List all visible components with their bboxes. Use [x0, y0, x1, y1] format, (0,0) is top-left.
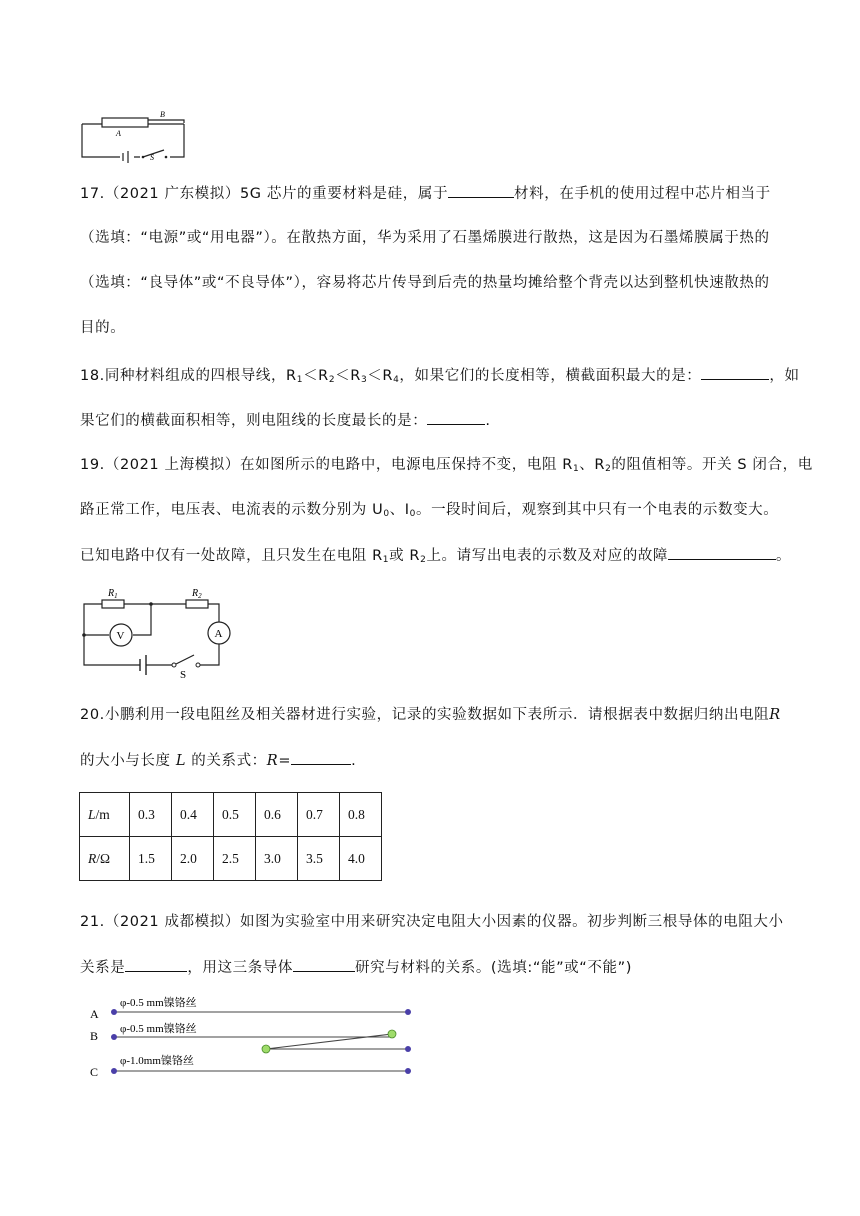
row-label-length: L/m [80, 793, 130, 837]
q21-blank-2[interactable] [293, 957, 355, 972]
q17-blank-1[interactable] [448, 183, 514, 198]
label-b: B [160, 110, 165, 119]
svg-text:V: V [116, 630, 125, 642]
q20-line-2: 的大小与长度 L 的关系式：R= . [80, 750, 780, 771]
q20-blank-1[interactable] [291, 750, 351, 765]
svg-text:C: C [90, 1065, 99, 1079]
q17-line-3: （选填：“良导体”或“不良导体”），容易将芯片传导到后壳的热量均摊给整个背壳以达到整机快速散热的 [80, 275, 770, 291]
q18-line-2: 果它们的横截面积相等，则电阻线的长度最长的是： . [80, 410, 780, 431]
q19-circuit-figure [76, 586, 236, 681]
q19-line-1: 19.（2021 上海模拟）在如图所示的电路中，电源电压保持不变，电阻 $R_1$、$R_2$的阻值相等。开关 S 闭合，电 [80, 457, 813, 474]
q21-line-2: 关系是 ，用这三条导体 研究与材料的关系。(选填:“能”或“不能”) [80, 957, 780, 978]
terminal-c-left [111, 1068, 117, 1074]
svg-text:R2: $R_2$ [192, 588, 202, 600]
label-a: A [116, 129, 121, 138]
svg-text:R1: $R_1$ [108, 588, 118, 600]
terminal-a-right [405, 1009, 411, 1015]
resistor-r1 [102, 600, 124, 608]
table-cell: 4.0 [340, 837, 382, 881]
table-cell: 0.8 [340, 793, 382, 837]
data-table [79, 792, 382, 881]
terminal-b-join [262, 1045, 270, 1053]
terminal-c-right [405, 1068, 411, 1074]
q20-line-1: 20.小鹏利用一段电阻丝及相关器材进行实验，记录的实验数据如下表所示．请根据表中数据归纳出电阻R [80, 707, 781, 723]
q17-line-2: （选填：“电源”或“用电器”）。在散热方面，华为采用了石墨烯膜进行散热，这是因为石墨烯膜属于热的 [80, 230, 770, 246]
row-label-resistance: R/Ω [80, 837, 130, 881]
q17-line-4: 目的。 [80, 320, 126, 336]
q21-resistance-board-figure [84, 994, 424, 1084]
table-cell: 0.4 [172, 793, 214, 837]
svg-text:S: S [180, 669, 187, 681]
table-row-length [80, 793, 382, 837]
resistor-r2 [186, 600, 208, 608]
svg-text:B: B [90, 1029, 99, 1043]
svg-text:A: A [214, 628, 223, 640]
q18-blank-1[interactable] [701, 365, 769, 380]
terminal-b-right [405, 1046, 411, 1052]
table-cell: 1.5 [130, 837, 172, 881]
svg-text:φ-0.5 mm镍铬丝: φ-0.5 mm镍铬丝 [120, 997, 197, 1009]
q18-line-1: 18.同种材料组成的四根导线，$R_1<R_2<R_3<R_4$，如果它们的长度相等，横截面积最大的是： ，如 [80, 365, 780, 390]
svg-text:φ-0.5 mm镍铬丝: φ-0.5 mm镍铬丝 [120, 1023, 197, 1035]
switch-s [176, 655, 194, 664]
q19-blank-1[interactable] [668, 545, 776, 560]
q21-blank-1[interactable] [125, 957, 187, 972]
q19-line-3: 已知电路中仅有一处故障，且只发生在电阻 $R_1$或 $R_2$上。请写出电表的示数及对应的故障 。 [80, 545, 780, 570]
table-cell: 0.3 [130, 793, 172, 837]
terminal-a-left [111, 1009, 117, 1015]
q19-line-2: 路正常工作，电压表、电流表的示数分别为 $U_0$、$I_0$。一段时间后，观察到其中只有一个电表的示数变大。 [80, 502, 779, 519]
table-cell: 0.6 [256, 793, 298, 837]
terminal-b-mid [388, 1030, 396, 1038]
svg-text:A: A [90, 1007, 99, 1021]
q18-blank-2[interactable] [427, 410, 485, 425]
table-cell: 2.0 [172, 837, 214, 881]
table-cell: 2.5 [214, 837, 256, 881]
resistor-wire-ab [102, 118, 148, 127]
table-cell: 3.5 [298, 837, 340, 881]
q16-circuit-figure [80, 108, 190, 160]
svg-text:φ-1.0mm镍铬丝: φ-1.0mm镍铬丝 [120, 1055, 194, 1067]
label-s: S [150, 153, 154, 162]
q21-line-1: 21.（2021 成都模拟）如图为实验室中用来研究决定电阻大小因素的仪器。初步判断三根导体的电阻大小 [80, 914, 784, 930]
q17-line-1: 17.（2021 广东模拟）5G 芯片的重要材料是硅，属于 材料，在手机的使用过程中芯片相当于 [80, 183, 780, 204]
table-row-resistance [80, 837, 382, 881]
terminal-b-left [111, 1034, 117, 1040]
table-cell: 0.5 [214, 793, 256, 837]
table-cell: 3.0 [256, 837, 298, 881]
table-cell: 0.7 [298, 793, 340, 837]
